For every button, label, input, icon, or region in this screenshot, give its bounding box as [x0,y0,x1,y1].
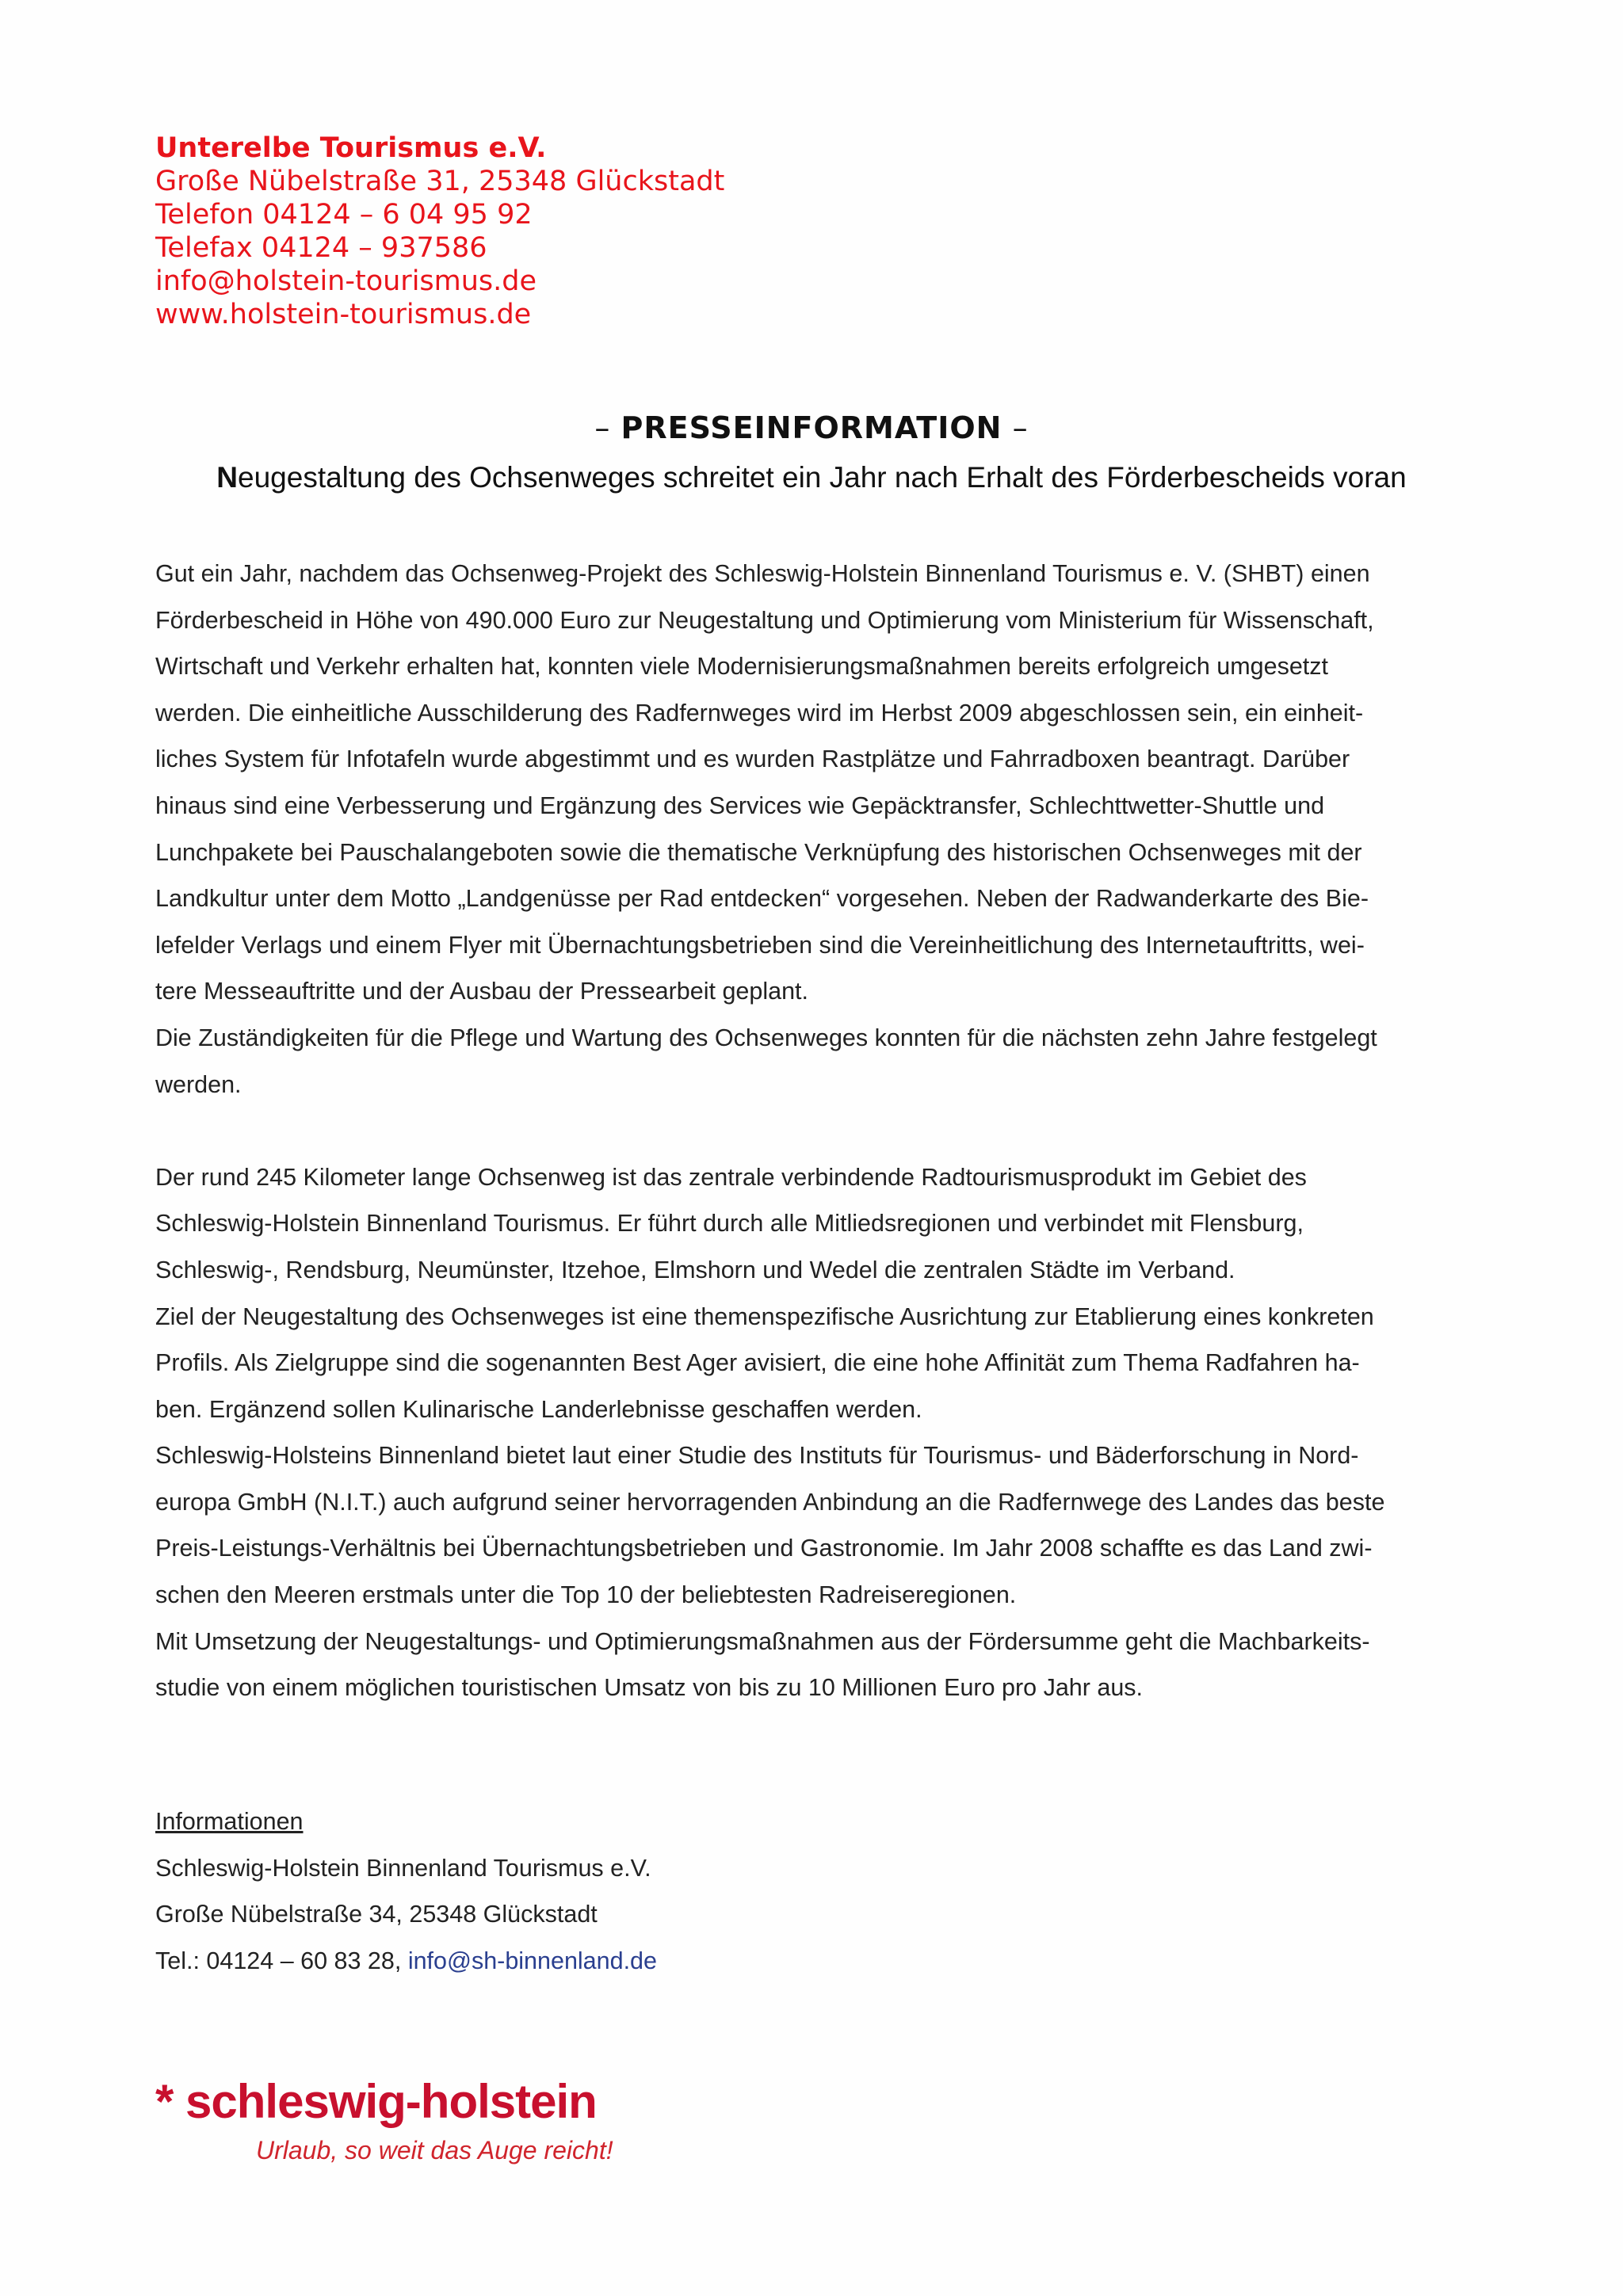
sender-phone: Telefon 04124 – 6 04 95 92 [155,199,533,231]
text-line: ben. Ergänzend sollen Kulinarische Landerlebnisse geschaffen werden. [155,1395,922,1423]
contact-block [155,1798,657,1984]
text-line: Schleswig-Holstein Binnenland Tourismus. Er führt durch alle Mitliedsregionen und verbindet mit Flensburg, [155,1210,1304,1238]
text-line: Schleswig-, Rendsburg, Neumünster, Itzehoe, Elmshorn und Wedel die zentralen Städte im Verband. [155,1256,1235,1283]
text-line: studie von einem möglichen touristischen Umsatz von bis zu 10 Millionen Euro pro Jahr aus. [155,1674,1144,1702]
text-line: Die Zuständigkeiten für die Pflege und Wartung des Ochsenweges konnten für die nächsten zehn Jahre festgelegt [155,1024,1377,1051]
text-line: Mit Umsetzung der Neugestaltungs- und Optimierungsmaßnahmen aus der Fördersumme geht die Machbarkeits- [155,1627,1370,1655]
paragraph-2 [155,1154,1471,1711]
press-release-title: PRESSEINFORMATION [621,410,1002,445]
text-line: Gut ein Jahr, nachdem das Ochsenweg-Projekt des Schleswig-Holstein Binnenland Tourismus e. V. (SHBT) einen [155,560,1370,587]
paragraph-1 [155,551,1471,1108]
text-line: Profils. Als Zielgruppe sind die sogenannten Best Ager avisiert, die eine hohe Affinität zum Thema Radfahren ha- [155,1349,1360,1377]
text-line: Landkultur unter dem Motto „Landgenüsse per Rad entdecken“ vorgesehen. Neben der Radwanderkarte des Bie- [155,885,1369,913]
text-line: Preis-Leistungs-Verhältnis bei Übernachtungsbetrieben und Gastronomie. Im Jahr 2008 schaffte es das Land zwi- [155,1535,1373,1562]
sender-street-address: Große Nübelstraße 31, 25348 Glückstadt [155,166,725,197]
contact-phone: Tel.: 04124 – 60 83 28, [155,1947,408,1974]
text-line: lefelder Verlags und einem Flyer mit Übernachtungsbetrieben sind die Vereinheitlichung des Internetauftritts, wei- [155,931,1365,959]
headline-initial: N [216,461,239,494]
logo-tagline: Urlaub, so weit das Auge reicht! [256,2136,613,2164]
logo-wordmark: * schleswig-holstein [155,2075,597,2128]
text-line: Wirtschaft und Verkehr erhalten hat, konnten viele Modernisierungsmaßnahmen bereits erfolgreich umgesetzt [155,653,1329,681]
dash-right: – [1002,410,1029,445]
headline-text: eugestaltung des Ochsenweges schreitet ein Jahr nach Erhalt des Förderbescheids voran [238,461,1407,494]
sender-address-block [155,132,724,331]
schleswig-holstein-logo [155,2074,726,2169]
paragraph-spacer [155,1108,1471,1154]
contact-email-link[interactable]: info@sh-binnenland.de [407,1947,657,1974]
text-line: Der rund 245 Kilometer lange Ochsenweg ist das zentrale verbindende Radtourismusprodukt im Gebiet des [155,1163,1307,1191]
dash-left: – [594,410,621,445]
text-line: werden. Die einheitliche Ausschilderung des Radfernweges wird im Herbst 2009 abgeschlossen sein, ein einheit- [155,699,1364,727]
text-line: hinaus sind eine Verbesserung und Ergänzung des Services wie Gepäcktransfer, Schlechttwetter-Shuttle und [155,791,1325,819]
text-line: tere Messeauftritte und der Ausbau der Pressearbeit geplant. [155,978,808,1005]
text-line: Schleswig-Holsteins Binnenland bietet laut einer Studie des Instituts für Tourismus- und Bäderforschung in Nord- [155,1442,1359,1470]
sender-website[interactable]: www.holstein-tourismus.de [155,299,532,330]
contact-address: Große Nübelstraße 34, 25348 Glückstadt [155,1901,598,1928]
body-text [155,551,1471,1711]
text-line: schen den Meeren erstmals unter die Top 10 der beliebtesten Radreiseregionen. [155,1581,1017,1609]
contact-phone-line [155,1938,657,1985]
text-line: werden. [155,1070,242,1098]
press-release-label [0,410,1623,445]
text-line: Förderbescheid in Höhe von 490.000 Euro zur Neugestaltung und Optimierung vom Ministerium für Wissenschaft, [155,606,1374,634]
headline [0,461,1623,494]
sender-email[interactable]: info@holstein-tourismus.de [155,265,537,297]
text-line: europa GmbH (N.I.T.) auch aufgrund seiner hervorragenden Anbindung an die Radfernwege des Landes das beste [155,1488,1385,1516]
text-line: Lunchpakete bei Pauschalangeboten sowie die thematische Verknüpfung des historischen Ochsenweges mit der [155,838,1362,866]
text-line: Ziel der Neugestaltung des Ochsenweges ist eine themenspezifische Ausrichtung zur Etablierung eines konkreten [155,1302,1374,1330]
sender-fax: Telefax 04124 – 937586 [155,232,487,264]
contact-organization: Schleswig-Holstein Binnenland Tourismus e.V. [155,1854,651,1882]
sender-organization: Unterelbe Tourismus e.V. [155,132,547,164]
contact-heading: Informationen [155,1808,304,1835]
text-line: liches System für Infotafeln wurde abgestimmt und es wurden Rastplätze und Fahrradboxen beantragt. Darüber [155,746,1350,773]
